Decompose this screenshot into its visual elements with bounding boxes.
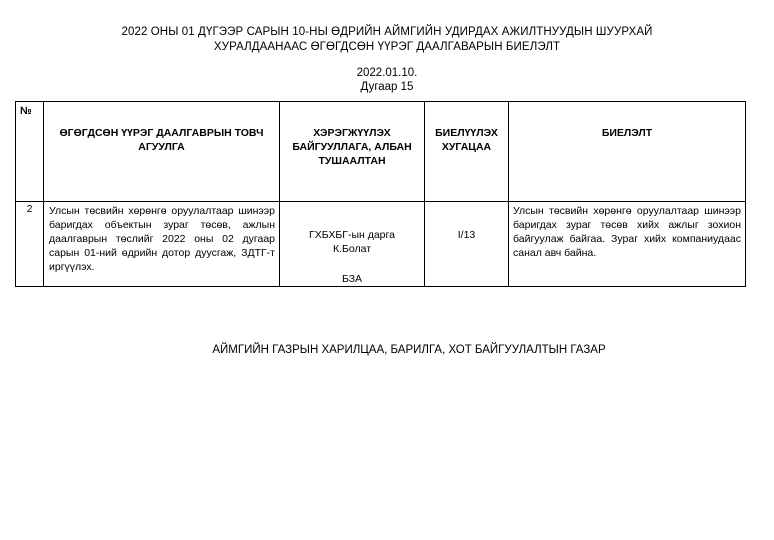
header-responsible: ХЭРЭГЖҮҮЛЭХ БАЙГУУЛЛАГА, АЛБАН ТУШААЛТАН [280,102,425,202]
row-number: 2 [16,202,44,287]
responsible-person: К.Болат [332,243,372,255]
document-date: 2022.01.10. [356,67,418,79]
document-number: Дугаар 15 [360,81,414,93]
document-title-line-2: ХУРАЛДААНААС ӨГӨГДСӨН ҮҮРЭГ ДААЛГАВАРЫН БИЕЛЭЛТ [213,41,561,53]
responsible-position: ГХБХБГ-ын дарга [309,229,395,241]
assignment-table [15,101,746,287]
deadline-value: I/13 [425,202,509,287]
table-row [16,202,746,287]
document-title-line-1: 2022 ОНЫ 01 ДҮГЭЭР САРЫН 10-НЫ ӨДРИЙН АЙМГИЙН УДИРДАХ АЖИЛТНУУДЫН ШУУРХАЙ [121,26,653,38]
table-header-row [16,102,746,202]
result-text: Улсын төсвийн хөрөнгө оруулалтаар шинээр баригдах зураг төсөв хийх ажлыг зохион байгуулаж байгаа. Зураг хийх компаниудаас санал авч байна. [509,202,746,287]
header-task-summary: ӨГӨГДСӨН ҮҮРЭГ ДААЛГАВРЫН ТОВЧ АГУУЛГА [44,102,280,202]
responsible-cell [280,202,425,287]
header-deadline: БИЕЛҮҮЛЭХ ХУГАЦАА [425,102,509,202]
footer-organization: АЙМГИЙН ГАЗРЫН ХАРИЛЦАА, БАРИЛГА, ХОТ БАЙГУУЛАЛТЫН ГАЗАР [212,344,606,356]
responsible-unit: БЗА [341,273,363,285]
header-result: БИЕЛЭЛТ [509,102,746,202]
header-number: № [16,102,44,202]
task-summary: Улсын төсвийн хөрөнгө оруулалтаар шинээр баригдах объектын зураг төсөв, ажлын даалгаврын төслийг 2022 оны 02 дугаар сарын 01-ний өдрийн дотор дуусгаж, ЗДТГ-т иргүүлэх. [44,202,280,287]
